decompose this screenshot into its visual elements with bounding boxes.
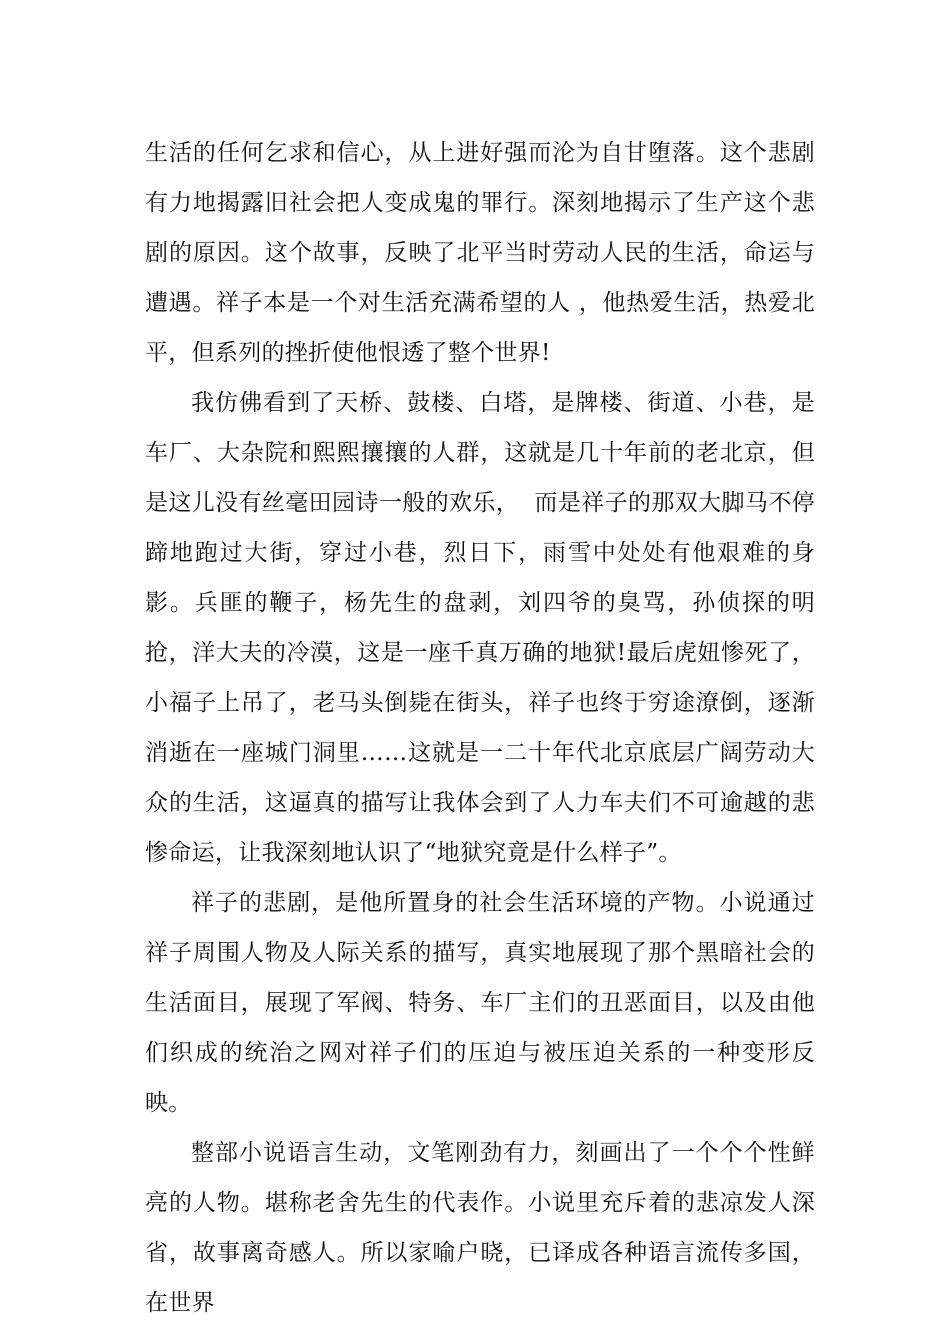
document-body — [145, 128, 815, 1328]
paragraph-3: 祥子的悲剧，是他所置身的社会生活环境的产物。小说通过祥子周围人物及人际关系的描写，真实地展现了那个黑暗社会的生活面目，展现了军阀、特务、车厂主们的丑恶面目，以及由他们织成的统治之网对祥子们的压迫与被压迫关系的一种变形反映。 — [145, 890, 815, 1116]
paragraph-4: 整部小说语言生动，文笔刚劲有力，刻画出了一个个个性鲜亮的人物。堪称老舍先生的代表作。小说里充斥着的悲凉发人深省，故事离奇感人。所以家喻户晓，已译成各种语言流传多国，在世界 — [145, 1140, 815, 1316]
paragraph-1: 生活的任何乞求和信心，从上进好强而沦为自甘堕落。这个悲剧有力地揭露旧社会把人变成鬼的罪行。深刻地揭示了生产这个悲剧的原因。这个故事，反映了北平当时劳动人民的生活，命运与遭遇。祥子本是一个对生活充满希望的人 ，他热爱生活，热爱北平，但系列的挫折使他恨透了整个世界! — [145, 140, 815, 366]
paragraph-2: 我仿佛看到了天桥、鼓楼、白塔，是牌楼、街道、小巷，是车厂、大杂院和熙熙攘攘的人群，这就是几十年前的老北京，但是这儿没有丝毫田园诗一般的欢乐， 而是祥子的那双大脚马不停蹄地跑过大街，穿过小巷，烈日下，雨雪中处处有他艰难的身影。兵匪的鞭子，杨先生的盘剥，刘四爷的臭骂，孙侦探的明抢，洋大夫的冷漠，这是一座千真万确的地狱!最后虎妞惨死了，小福子上吊了，老马头倒毙在街头，祥子也终于穷途潦倒，逐渐消逝在一座城门洞里……这就是一二十年代北京底层广阔劳动大众的生活，这逼真的描写让我体会到了人力车夫们不可逾越的悲惨命运，让我深刻地认识了“地狱究竟是什么样子”。 — [145, 390, 815, 866]
